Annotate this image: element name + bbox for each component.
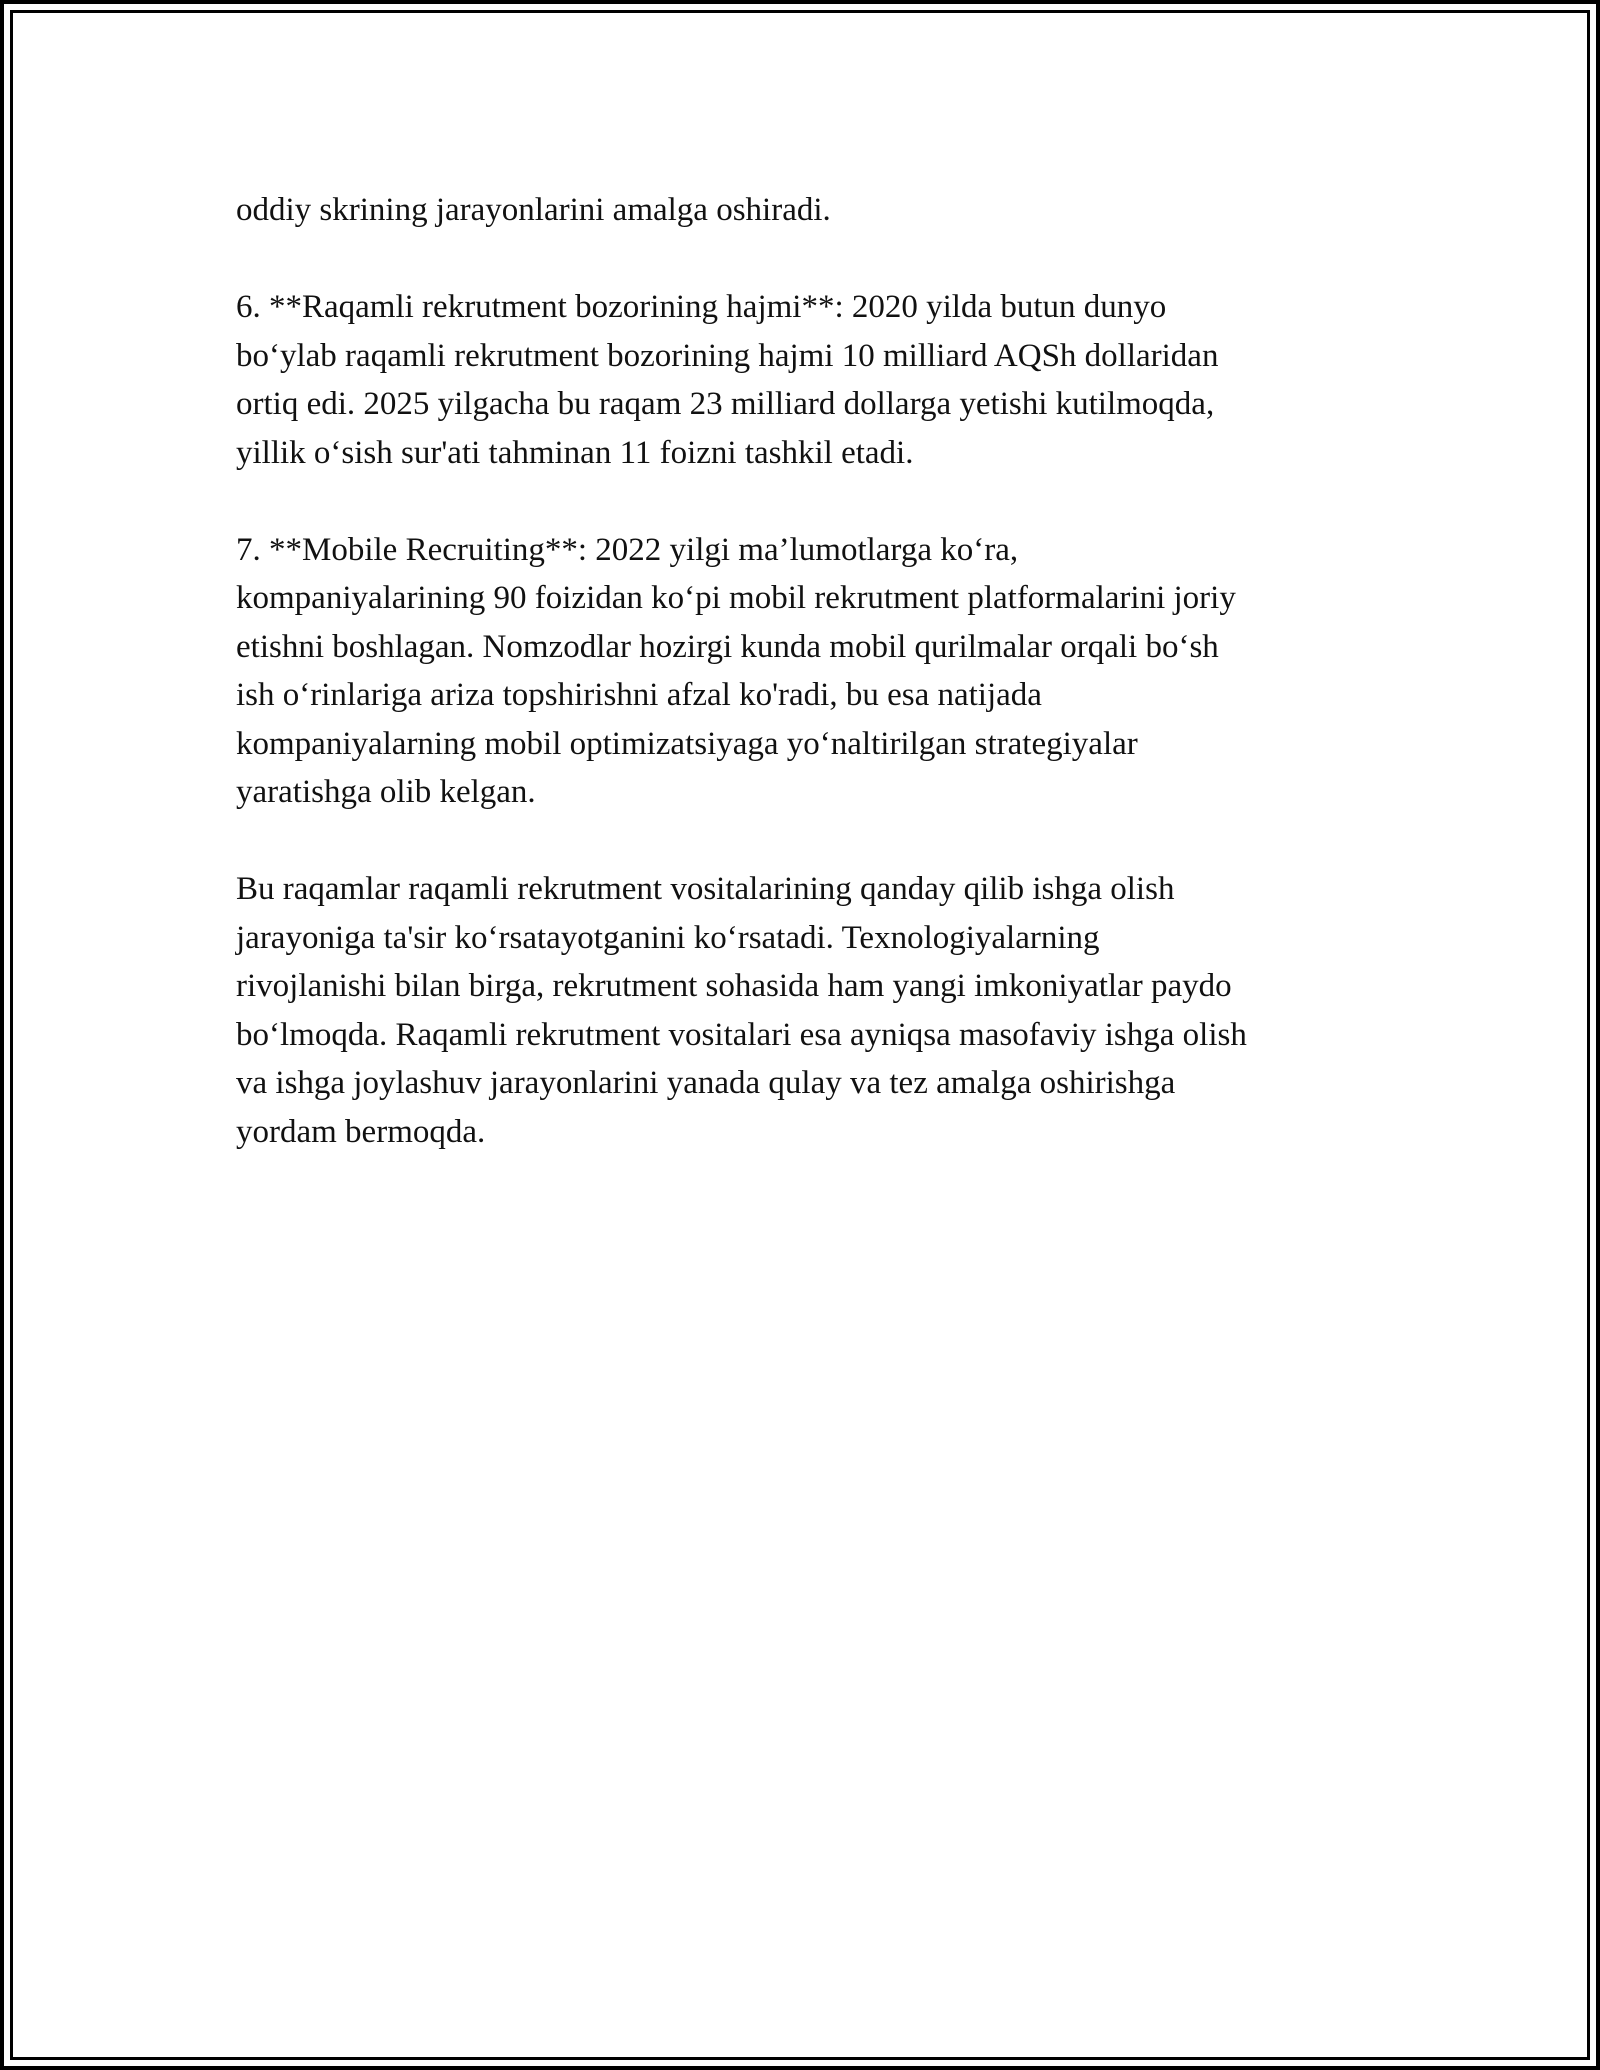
text-line: rivojlanishi bilan birga, rekrutment sohasida ham yangi imkoniyatlar paydo <box>236 968 1232 1004</box>
text-line: boʻylab raqamli rekrutment bozorining hajmi 10 milliard AQSh dollaridan <box>236 337 1219 374</box>
paragraph-screening-continuation <box>236 186 1386 235</box>
text-line: va ishga joylashuv jarayonlarini yanada qulay va tez amalga oshirishga <box>236 1065 1176 1101</box>
text-line: Bu raqamlar raqamli rekrutment vositalarining qanday qilib ishga olish <box>236 871 1175 907</box>
text-line: yillik oʻsish sur'ati tahminan 11 foizni tashkil etadi. <box>236 434 914 471</box>
paragraph-mobile-recruiting <box>236 526 1386 817</box>
text-line: ortiq edi. 2025 yilgacha bu raqam 23 milliard dollarga yetishi kutilmoqda, <box>236 386 1215 422</box>
text-line: yaratishga olib kelgan. <box>236 774 536 810</box>
text-line: 7. **Mobile Recruiting**: 2022 yilgi ma’lumotlarga koʻra, <box>236 531 1019 568</box>
paragraph-market-size <box>236 283 1386 477</box>
text-line: jarayoniga ta'sir koʻrsatayotganini koʻrsatadi. Texnologiyalarning <box>236 919 1100 956</box>
text-line: ish oʻrinlariga ariza topshirishni afzal ko'radi, bu esa natijada <box>236 677 1042 713</box>
text-line: 6. **Raqamli rekrutment bozorining hajmi**: 2020 yilda butun dunyo <box>236 289 1167 325</box>
document-body <box>236 186 1386 1205</box>
text-line: oddiy skrining jarayonlarini amalga oshiradi. <box>236 192 831 228</box>
text-line: boʻlmoqda. Raqamli rekrutment vositalari esa ayniqsa masofaviy ishga olish <box>236 1016 1247 1053</box>
text-line: kompaniyalarning mobil optimizatsiyaga yoʻnaltirilgan strategiyalar <box>236 725 1138 762</box>
text-line: kompaniyalarining 90 foizidan koʻpi mobil rekrutment platformalarini joriy <box>236 580 1236 616</box>
text-line: yordam bermoqda. <box>236 1113 486 1150</box>
paragraph-conclusion <box>236 865 1386 1156</box>
text-line: etishni boshlagan. Nomzodlar hozirgi kunda mobil qurilmalar orqali boʻsh <box>236 628 1219 665</box>
